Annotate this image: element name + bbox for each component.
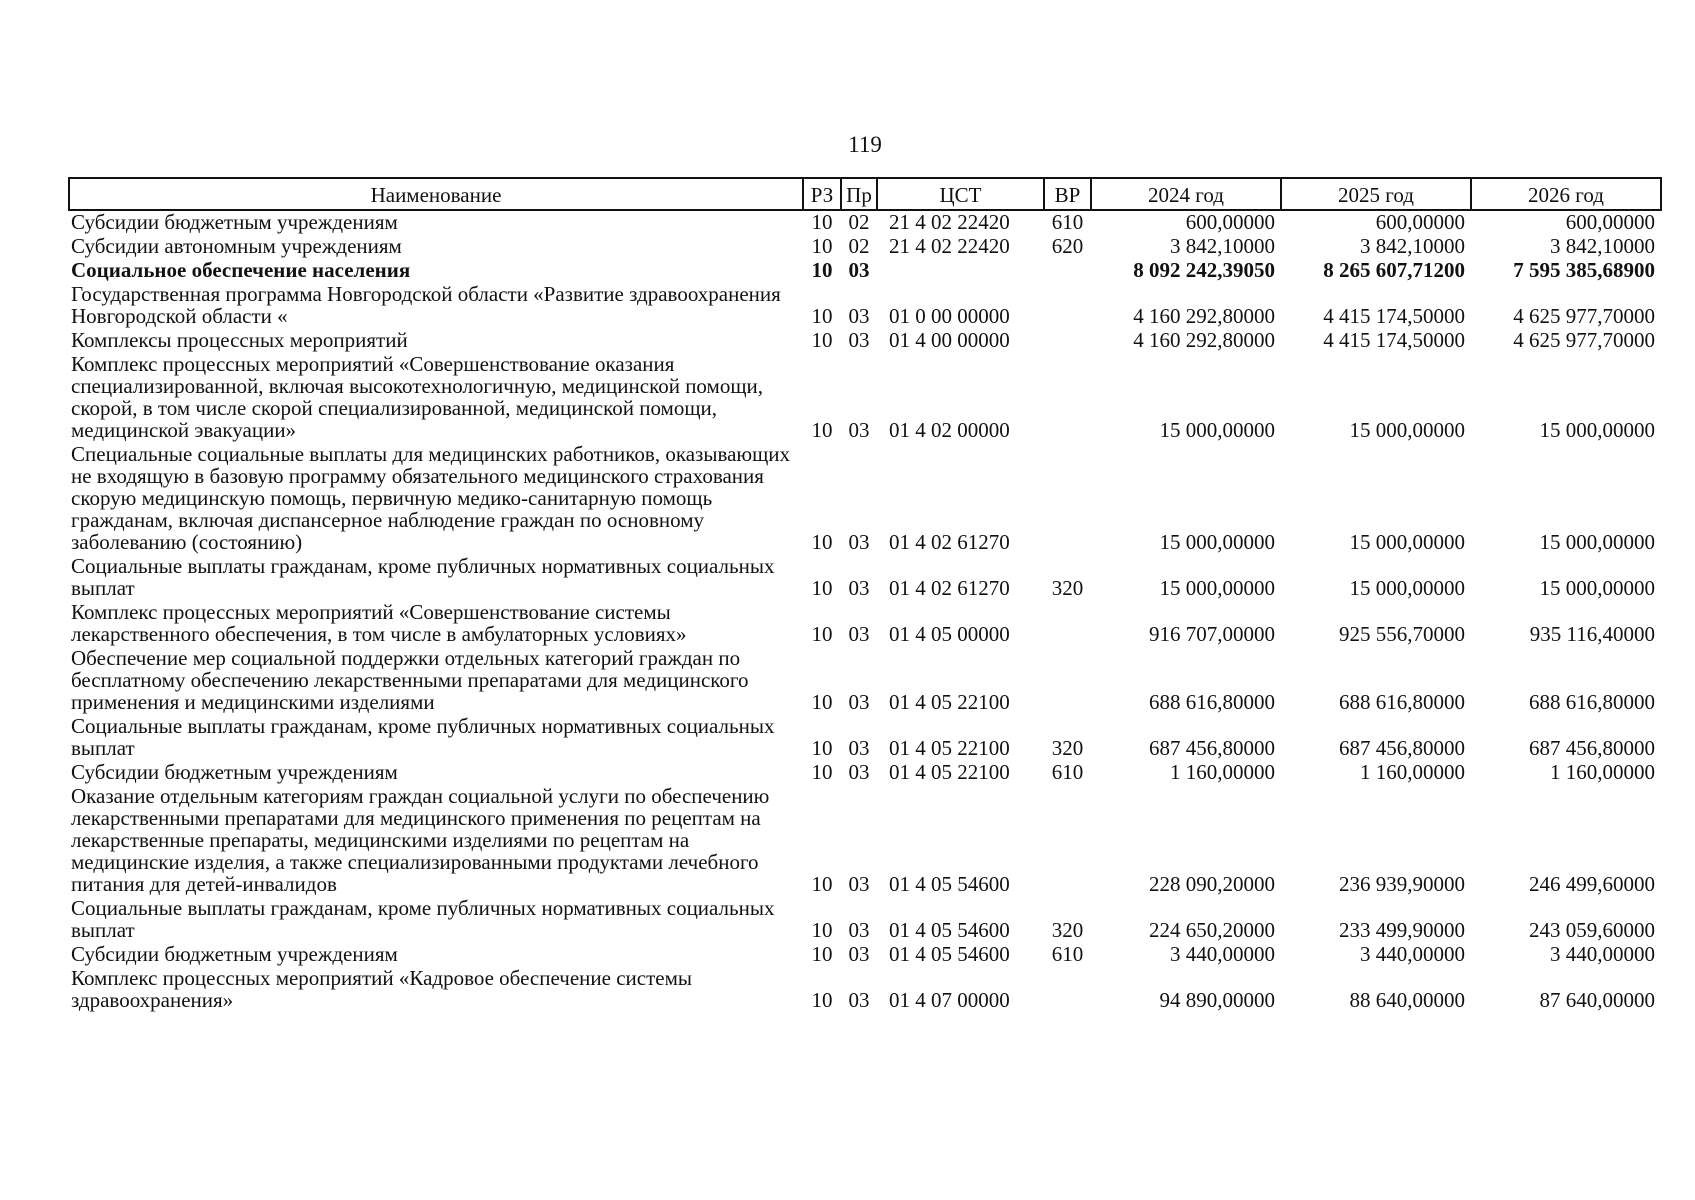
row-amount-2024: 15 000,00000 — [1159, 530, 1275, 554]
row-name: Специальные социальные выплаты для медицинских работников, оказывающих не входящую в базовую программу обязательного медицинского страхования скорую медицинскую помощь, первичную медико-санитарную помощь гражданам, включая диспансерное наблюдение граждан по основному заболеванию (состоянию) — [71, 442, 791, 554]
row-pr: 03 — [848, 530, 870, 554]
row-amount-2025: 15 000,00000 — [1349, 418, 1465, 442]
header-vr: ВР — [1044, 178, 1091, 210]
table-row — [69, 443, 1661, 555]
row-vr — [1044, 967, 1091, 1013]
row-amount-2026: 3 842,10000 — [1550, 234, 1655, 258]
row-name: Социальные выплаты гражданам, кроме публичных нормативных социальных выплат — [71, 714, 775, 760]
row-name: Субсидии бюджетным учреждениям — [71, 760, 398, 784]
row-amount-2026: 246 499,60000 — [1529, 872, 1655, 896]
row-amount-2025: 4 415 174,50000 — [1323, 328, 1465, 352]
row-cst: 01 0 00 00000 — [889, 304, 1010, 328]
row-amount-2026: 1 160,00000 — [1550, 760, 1655, 784]
row-rz: 10 — [811, 258, 833, 282]
row-rz: 10 — [811, 918, 833, 942]
budget-table — [68, 177, 1662, 1013]
row-name: Социальные выплаты гражданам, кроме публичных нормативных социальных выплат — [71, 554, 775, 600]
row-amount-2024: 228 090,20000 — [1149, 872, 1275, 896]
row-cst: 01 4 05 00000 — [889, 622, 1010, 646]
row-pr: 03 — [848, 304, 870, 328]
table-body — [69, 210, 1661, 1013]
row-amount-2026: 688 616,80000 — [1529, 690, 1655, 714]
row-pr: 03 — [848, 622, 870, 646]
row-amount-2026: 15 000,00000 — [1539, 418, 1655, 442]
header-cst: ЦСТ — [877, 178, 1044, 210]
row-amount-2026: 600,00000 — [1565, 210, 1655, 234]
row-amount-2024: 1 160,00000 — [1170, 760, 1275, 784]
row-cst: 01 4 00 00000 — [889, 328, 1010, 352]
row-cst: 01 4 02 61270 — [889, 576, 1010, 600]
row-amount-2024: 687 456,80000 — [1149, 736, 1275, 760]
row-amount-2024: 688 616,80000 — [1149, 690, 1275, 714]
row-name: Субсидии бюджетным учреждениям — [71, 942, 398, 966]
row-rz: 10 — [811, 530, 833, 554]
row-amount-2024: 4 160 292,80000 — [1133, 304, 1275, 328]
header-row — [69, 178, 1661, 210]
row-amount-2024: 15 000,00000 — [1159, 576, 1275, 600]
row-amount-2024: 3 842,10000 — [1170, 234, 1275, 258]
row-amount-2025: 1 160,00000 — [1360, 760, 1465, 784]
table-row — [69, 353, 1661, 443]
row-rz: 10 — [811, 234, 833, 258]
table-row — [69, 555, 1661, 601]
row-amount-2025: 3 842,10000 — [1360, 234, 1465, 258]
row-cst: 01 4 05 22100 — [889, 760, 1010, 784]
header-pr: Пр — [841, 178, 877, 210]
header-2024: 2024 год — [1091, 178, 1281, 210]
row-pr: 03 — [848, 418, 870, 442]
header-name: Наименование — [69, 178, 803, 210]
row-amount-2026: 3 440,00000 — [1550, 942, 1655, 966]
table-row — [69, 785, 1661, 897]
row-cst: 01 4 05 54600 — [889, 872, 1010, 896]
row-cst: 01 4 05 54600 — [889, 918, 1010, 942]
table-header — [69, 178, 1661, 210]
header-rz: РЗ — [803, 178, 841, 210]
row-amount-2024: 94 890,00000 — [1159, 988, 1275, 1012]
row-vr: 320 — [1051, 736, 1084, 760]
row-vr — [1044, 353, 1091, 443]
row-vr: 320 — [1051, 576, 1084, 600]
row-vr — [1044, 329, 1091, 353]
row-amount-2025: 600,00000 — [1375, 210, 1465, 234]
row-vr: 620 — [1051, 234, 1084, 258]
row-vr — [1044, 647, 1091, 715]
row-amount-2026: 687 456,80000 — [1529, 736, 1655, 760]
header-2025: 2025 год — [1281, 178, 1471, 210]
row-pr: 03 — [848, 942, 870, 966]
row-amount-2025: 687 456,80000 — [1339, 736, 1465, 760]
row-cst: 01 4 07 00000 — [889, 988, 1010, 1012]
row-vr — [1044, 785, 1091, 897]
row-name: Комплексы процессных мероприятий — [71, 328, 408, 352]
row-rz: 10 — [811, 690, 833, 714]
table-row — [69, 210, 1661, 235]
row-amount-2025: 688 616,80000 — [1339, 690, 1465, 714]
row-vr: 610 — [1051, 942, 1084, 966]
row-cst — [877, 259, 1044, 283]
row-amount-2025: 15 000,00000 — [1349, 576, 1465, 600]
table-row — [69, 647, 1661, 715]
row-rz: 10 — [811, 942, 833, 966]
row-amount-2024: 8 092 242,39050 — [1133, 258, 1275, 282]
table-row — [69, 283, 1661, 329]
row-vr — [1044, 259, 1091, 283]
row-rz: 10 — [811, 872, 833, 896]
row-amount-2024: 916 707,00000 — [1149, 622, 1275, 646]
row-amount-2025: 925 556,70000 — [1339, 622, 1465, 646]
row-name: Обеспечение мер социальной поддержки отдельных категорий граждан по бесплатному обеспечению лекарственными препаратами для медицинского применения и медицинскими изделиями — [71, 646, 749, 714]
row-name: Государственная программа Новгородской области «Развитие здравоохранения Новгородской области « — [71, 282, 781, 328]
row-rz: 10 — [811, 736, 833, 760]
row-amount-2026: 15 000,00000 — [1539, 576, 1655, 600]
row-amount-2025: 233 499,90000 — [1339, 918, 1465, 942]
row-name: Субсидии автономным учреждениям — [71, 234, 402, 258]
row-name: Комплекс процессных мероприятий «Совершенствование оказания специализированной, включая высокотехнологичную, медицинской помощи, скорой, в том числе скорой специализированной, медицинской помощи, медицинской эвакуации» — [71, 352, 763, 442]
row-vr — [1044, 443, 1091, 555]
row-name: Оказание отдельным категориям граждан социальной услуги по обеспечению лекарственными препаратами для медицинского применения по рецептам на лекарственные препараты, медицинскими изделиями по рецептам на медицинские изделия, а также специализированными продуктами лечебного питания для детей-инвалидов — [71, 784, 770, 896]
row-pr: 03 — [848, 258, 870, 282]
row-pr: 03 — [848, 988, 870, 1012]
row-pr: 03 — [848, 736, 870, 760]
row-amount-2024: 3 440,00000 — [1170, 942, 1275, 966]
row-amount-2026: 935 116,40000 — [1529, 622, 1655, 646]
row-pr: 03 — [848, 576, 870, 600]
row-amount-2025: 236 939,90000 — [1339, 872, 1465, 896]
row-pr: 03 — [848, 760, 870, 784]
row-amount-2024: 4 160 292,80000 — [1133, 328, 1275, 352]
row-rz: 10 — [811, 988, 833, 1012]
row-pr: 03 — [848, 690, 870, 714]
row-cst: 01 4 02 00000 — [889, 418, 1010, 442]
row-rz: 10 — [811, 576, 833, 600]
row-vr: 610 — [1051, 760, 1084, 784]
row-rz: 10 — [811, 210, 833, 234]
table-row — [69, 897, 1661, 943]
row-amount-2024: 15 000,00000 — [1159, 418, 1275, 442]
row-cst: 01 4 02 61270 — [889, 530, 1010, 554]
row-vr — [1044, 601, 1091, 647]
row-vr: 610 — [1051, 210, 1084, 234]
row-pr: 02 — [848, 234, 870, 258]
row-amount-2026: 7 595 385,68900 — [1513, 258, 1655, 282]
row-amount-2026: 4 625 977,70000 — [1513, 304, 1655, 328]
row-name: Социальное обеспечение населения — [71, 258, 411, 282]
row-vr: 320 — [1051, 918, 1084, 942]
row-name: Комплекс процессных мероприятий «Кадровое обеспечение системы здравоохранения» — [71, 966, 692, 1012]
row-amount-2024: 224 650,20000 — [1149, 918, 1275, 942]
table-row — [69, 943, 1661, 967]
row-pr: 03 — [848, 328, 870, 352]
row-pr: 03 — [848, 918, 870, 942]
row-amount-2026: 87 640,00000 — [1539, 988, 1655, 1012]
row-rz: 10 — [811, 760, 833, 784]
table-row — [69, 329, 1661, 353]
row-rz: 10 — [811, 418, 833, 442]
page-number: 119 — [848, 132, 882, 157]
table-row — [69, 967, 1661, 1013]
row-amount-2025: 3 440,00000 — [1360, 942, 1465, 966]
row-pr: 03 — [848, 872, 870, 896]
row-name: Субсидии бюджетным учреждениям — [71, 210, 398, 234]
row-cst: 21 4 02 22420 — [889, 234, 1010, 258]
row-cst: 01 4 05 22100 — [889, 690, 1010, 714]
row-cst: 01 4 05 54600 — [889, 942, 1010, 966]
row-name: Комплекс процессных мероприятий «Совершенствование системы лекарственного обеспечения, в том числе в амбулаторных условиях» — [71, 600, 687, 646]
row-pr: 02 — [848, 210, 870, 234]
table-row — [69, 235, 1661, 259]
row-amount-2026: 243 059,60000 — [1529, 918, 1655, 942]
row-amount-2025: 15 000,00000 — [1349, 530, 1465, 554]
row-cst: 21 4 02 22420 — [889, 210, 1010, 234]
row-rz: 10 — [811, 328, 833, 352]
row-amount-2026: 4 625 977,70000 — [1513, 328, 1655, 352]
row-amount-2025: 88 640,00000 — [1349, 988, 1465, 1012]
row-rz: 10 — [811, 622, 833, 646]
row-name: Социальные выплаты гражданам, кроме публичных нормативных социальных выплат — [71, 896, 775, 942]
row-amount-2025: 8 265 607,71200 — [1323, 258, 1465, 282]
row-amount-2026: 15 000,00000 — [1539, 530, 1655, 554]
row-amount-2024: 600,00000 — [1185, 210, 1275, 234]
header-2026: 2026 год — [1471, 178, 1661, 210]
row-amount-2025: 4 415 174,50000 — [1323, 304, 1465, 328]
row-cst: 01 4 05 22100 — [889, 736, 1010, 760]
row-vr — [1044, 283, 1091, 329]
table-row — [69, 715, 1661, 761]
table-row — [69, 259, 1661, 283]
row-rz: 10 — [811, 304, 833, 328]
table-row — [69, 601, 1661, 647]
table-row — [69, 761, 1661, 785]
